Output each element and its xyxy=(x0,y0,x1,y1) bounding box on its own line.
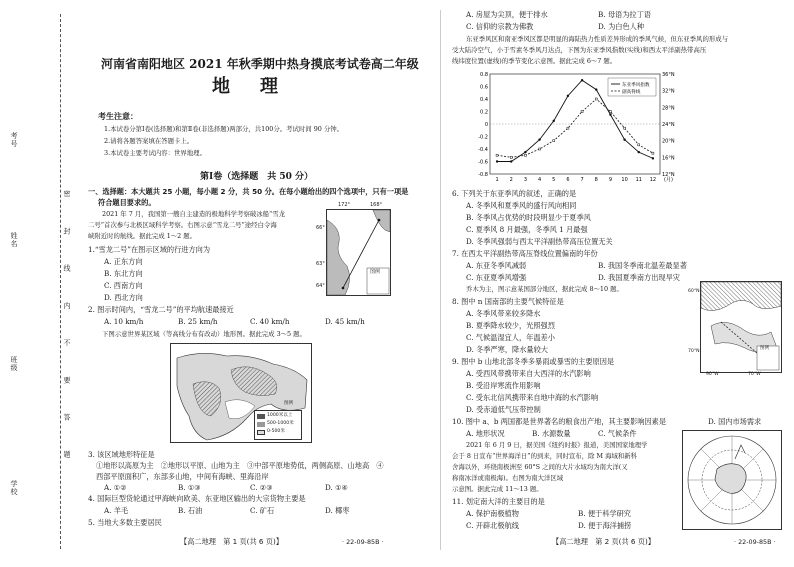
map3-label-60n: 60°N xyxy=(688,289,700,294)
chart-ytick-left: -0.8 xyxy=(478,172,488,178)
chart-xtick: 7 xyxy=(580,177,584,183)
chart-ytick-left: -0.4 xyxy=(478,147,488,153)
chart-point-monsoon-index xyxy=(609,113,611,115)
chart-ytick-right: 32°N xyxy=(662,88,675,95)
binding-seal-text: 密 封 线 内 不 要 答 题 xyxy=(63,190,71,472)
chart-xlabel: (月) xyxy=(664,177,673,183)
section1-instr-1: 一、选择题：本大题共 25 小题，每小题 2 分，共 50 分。在每小题给出的四个选项中，只有一项是 xyxy=(88,187,409,196)
chart-xtick: 12 xyxy=(649,177,657,183)
passage5-line-1: 2021 年 6 月 9 日，据美国《纽约时报》报道，美国国家地理学 xyxy=(466,441,648,449)
q1-opt-a: A. 正东方向 xyxy=(104,257,143,266)
q6-opt-a: A. 冬季风和夏季风的盛行风向相同 xyxy=(466,201,577,210)
q9-opt-c: C. 受东北信风携带来自地中海的水汽影响 xyxy=(466,393,599,402)
chart-ytick-right: 24°N xyxy=(662,122,675,128)
q2-opt-b: B. 25 km/h xyxy=(178,317,218,326)
country-region-map xyxy=(700,281,782,373)
map2-legend-swatch-3 xyxy=(257,430,265,435)
passage3-line-3: 线纬度位置(虚线)的季节变化示意图。据此完成 6～7 题。 xyxy=(452,57,617,65)
passage1-line-1: 2021 年 7 月，我国第一艘自主建造的极地科学考察破冰船“雪龙 xyxy=(102,210,286,218)
notice-item-1: 1.本试卷分第Ⅰ卷(选择题)和第Ⅱ卷(非选择题)两部分，共100分。考试时间 90 分钟。 xyxy=(104,125,344,133)
chart-ytick-right: 36°N xyxy=(662,72,675,78)
map2-legend-label: 图例 xyxy=(284,401,294,406)
q11-opt-c: C. 开辟北极航线 xyxy=(466,521,519,530)
chart-point-monsoon-index xyxy=(581,79,583,81)
map3-label-70w: 70°W xyxy=(748,372,761,377)
chart-ytick-left: -0.2 xyxy=(478,134,488,141)
chart-point-ridge-latitude xyxy=(652,152,654,154)
chart-legend-label-ridge: 副高脊线 xyxy=(622,90,641,95)
map1-label-168: 168° xyxy=(370,202,383,208)
q8-opt-d: D. 冬季严寒，降水量较大 xyxy=(466,345,548,354)
q5-opt-c: C. 信仰的宗教为佛教 xyxy=(466,22,534,31)
q1-stem: 1.“雪龙二号”在图示区域的行进方向为 xyxy=(88,245,211,254)
q6-opt-d: D. 冬季风强弱与西太平洋副热带高压位置无关 xyxy=(466,237,613,246)
chart-ytick-right: 20°N xyxy=(662,138,675,145)
chart-ytick-right: 16°N xyxy=(662,155,675,162)
q3-choice-a: A. ①② xyxy=(104,483,127,492)
chart-ytick-left: 0.8 xyxy=(480,72,488,78)
q10-opt-c: C. 气候条件 xyxy=(598,429,637,438)
q4-opt-a: A. 羊毛 xyxy=(104,506,129,515)
bering-route-map xyxy=(326,209,391,296)
chart-ytick-left: 0.6 xyxy=(480,84,488,91)
passage2: 下图示意世界某区域（等高线分布有改动）地形图。据此完成 3～5 题。 xyxy=(102,330,306,338)
map3-legend: 图例 xyxy=(760,346,770,351)
map1-label-66: 66° xyxy=(316,225,325,231)
chart-point-ridge-latitude xyxy=(524,154,526,156)
q3-choice-d: D. ①④ xyxy=(325,483,348,492)
chart-xtick: 9 xyxy=(608,177,613,183)
passage1-line-3: 峡附近时的航线。据此完成 1～2 题。 xyxy=(88,232,197,240)
q6-opt-b: B. 冬季风占优势的时段明显少于夏季风 xyxy=(466,213,591,222)
q2-stem: 2. 图示时间内，“雪龙二号”的平均航速最接近 xyxy=(88,305,234,314)
q11-opt-a: A. 保护南极植物 xyxy=(466,509,519,518)
map1-label-64: 64° xyxy=(316,283,325,289)
q5-opt-a: A. 房屋为尖顶，便于排水 xyxy=(466,10,548,19)
monsoon-chart xyxy=(468,70,688,188)
bering-route-map-drawing xyxy=(327,210,390,295)
q2-opt-c: C. 40 km/h xyxy=(250,317,290,326)
q10-stem: 10. 图中 a、b 两国都是世界著名的粮食出产地，其主要影响因素是 xyxy=(452,417,667,426)
q4-opt-d: D. 椰枣 xyxy=(325,506,350,515)
subject-title: 地 理 xyxy=(212,76,284,97)
chart-point-ridge-latitude xyxy=(581,111,583,113)
chart-xtick: 3 xyxy=(523,177,528,183)
q3-opt-line-2: 西部平原面积广，东部多山地，中间有海峡、里海沿岸 xyxy=(96,472,269,481)
chart-series-ridge-latitude xyxy=(497,99,653,157)
q1-opt-d: D. 西北方向 xyxy=(104,293,143,302)
q4-stem: 4. 国际巨型货轮通过甲海峡向欧美、东亚地区输出的大宗货物主要是 xyxy=(88,494,306,503)
q2-opt-a: A. 10 km/h xyxy=(104,317,144,326)
q7-opt-d: D. 我国夏季南方出现旱灾 xyxy=(598,273,680,282)
map2-legend-3: 0-500米 xyxy=(267,429,285,434)
country-region-map-drawing xyxy=(701,282,781,372)
q3-choice-c: C. ②③ xyxy=(250,483,273,492)
chart-point-ridge-latitude xyxy=(553,140,555,142)
passage3-line-1: 东亚季风区和南亚季风区都是明显的海陆热力性质差异形成的季风气候，但东亚季风的形成与 xyxy=(466,35,729,43)
chart-point-ridge-latitude xyxy=(624,127,626,129)
q9-stem: 9. 图中 b 山地北部冬季多暴雨或暴雪的主要原因是 xyxy=(452,357,615,366)
notice-item-3: 3.本试卷主要考试内容：世界地理。 xyxy=(104,149,206,157)
q4-opt-b: B. 石油 xyxy=(178,506,203,515)
chart-point-ridge-latitude xyxy=(539,148,541,150)
map1-legend: 图例 xyxy=(370,269,381,275)
passage4: 乔木为主，图示意某国部分地区，据此完成 8～10 题。 xyxy=(466,285,623,293)
q8-opt-b: B. 夏季降水较少，光照强烈 xyxy=(466,321,555,330)
map1-label-172: 172° xyxy=(338,202,351,208)
chart-xtick: 5 xyxy=(552,177,556,183)
q7-opt-a: A. 东亚冬季风减弱 xyxy=(466,261,527,270)
q10-opt-b: B. 水源数量 xyxy=(532,429,571,438)
q3-choice-b: B. ①③ xyxy=(178,483,201,492)
chart-point-monsoon-index xyxy=(638,151,640,153)
q8-opt-a: A. 冬季风带来较多降水 xyxy=(466,309,541,318)
chart-point-ridge-latitude xyxy=(638,144,640,146)
chart-ytick-right: 12°N xyxy=(662,172,675,178)
q5-opt-b: B. 母语为拉丁语 xyxy=(598,10,651,19)
q10-opt-d: D. 国内市场需求 xyxy=(708,417,762,426)
chart-legend-label-monsoon: 东亚季风指数 xyxy=(622,83,650,88)
chart-point-ridge-latitude xyxy=(496,154,498,156)
passage5-line-4: 称南冰洋或南极海)。右图为南大洋区域 xyxy=(452,474,564,482)
map1-label-63: 63° xyxy=(316,261,325,267)
binding-line xyxy=(60,14,61,549)
q3-stem: 3. 该区域地形特征是 xyxy=(88,450,155,459)
map2-legend-2: 500-1000米 xyxy=(267,421,294,426)
q8-stem: 8. 图中 n 国南部的主要气候特征是 xyxy=(452,297,564,306)
binding-class-label: 班级 xyxy=(10,356,18,372)
q5-stem: 5. 当地大多数主要居民 xyxy=(88,518,162,527)
map3-label-90w: 90°W xyxy=(706,372,719,377)
q7-opt-c: C. 东亚夏季风增强 xyxy=(466,273,527,282)
passage5-line-2: 会于 8 日宣布“世界海洋日”的到来，同时宣布，除 M 海域和新科 xyxy=(452,452,638,460)
q1-opt-b: B. 东北方向 xyxy=(104,269,143,278)
chart-xtick: 4 xyxy=(537,177,542,183)
chart-point-monsoon-index xyxy=(510,160,512,162)
exam-title: 河南省南阳地区 2021 年秋季期中热身摸底考试卷高二年级 xyxy=(101,57,419,71)
q11-opt-b: B. 便于科学研究 xyxy=(578,509,631,518)
chart-ytick-left: 0 xyxy=(484,122,488,128)
southern-ocean-map-drawing xyxy=(683,431,781,529)
chart-point-ridge-latitude xyxy=(510,156,512,158)
chart-xtick: 6 xyxy=(566,177,570,183)
q2-opt-d: D. 45 km/h xyxy=(325,317,365,326)
chart-xtick: 1 xyxy=(495,177,499,183)
chart-point-ridge-latitude xyxy=(595,98,597,100)
chart-point-monsoon-index xyxy=(652,157,654,159)
chart-ytick-left: 0.4 xyxy=(480,97,488,103)
passage5-line-5: 示意图。据此完成 11～13 题。 xyxy=(452,485,543,493)
chart-point-monsoon-index xyxy=(567,95,569,97)
chart-ytick-left: 0.2 xyxy=(480,109,488,116)
binding-id-label: 考号 xyxy=(10,132,18,148)
chart-point-monsoon-index xyxy=(496,160,498,162)
footer-left: 【高二地理 第 1 页(共 6 页)】 xyxy=(180,537,283,546)
chart-ytick-right: 28°N xyxy=(662,105,675,112)
map2-legend-swatch-1 xyxy=(257,414,265,419)
q5-opt-d: D. 为白色人种 xyxy=(598,22,645,31)
map2-legend-swatch-2 xyxy=(257,422,265,427)
q7-stem: 7. 在西太平洋副热带高压脊线位置偏南的年份 xyxy=(452,249,598,258)
passage5-line-3: 舍海以外，环绕南极洲至 60°S 之间的大片水域均为南大洋(又 xyxy=(452,463,628,471)
footer-right: 【高二地理 第 2 页(共 6 页)】 xyxy=(552,537,655,546)
map2-legend-1: 1000米以上 xyxy=(267,413,293,418)
passage3-line-2: 受大陆冷空气，小于雪素冬季风月达点，下图为东亚季风指数(实线)和西太平洋副热带高压 xyxy=(452,46,707,54)
chart-point-monsoon-index xyxy=(553,120,555,122)
chart-xtick: 11 xyxy=(635,177,642,183)
page-divider xyxy=(440,10,441,550)
binding-name-label: 姓名 xyxy=(10,232,18,248)
chart-point-monsoon-index xyxy=(623,138,625,140)
q7-opt-b: B. 我国冬季南北温差最显著 xyxy=(598,261,687,270)
q3-opt-line-1: ①地形以高原为主 ②地形以平原、山地为主 ③中部平原地势低，两侧高原、山地高 ④ xyxy=(96,461,384,470)
southern-ocean-map xyxy=(682,430,782,530)
q9-opt-a: A. 受西风带携带来自大西洋的水汽影响 xyxy=(466,369,591,378)
binding-school-label: 学校 xyxy=(10,480,18,496)
q11-opt-d: D. 便于海洋捕捞 xyxy=(578,521,632,530)
map3-label-70n: 70°N xyxy=(688,349,700,354)
chart-xtick: 2 xyxy=(509,177,513,183)
q11-stem: 11. 划定南大洋的主要目的是 xyxy=(452,497,545,506)
q4-opt-c: C. 矿石 xyxy=(250,506,275,515)
notice-title: 考生注意： xyxy=(98,111,138,121)
passage1-line-2: 二号”首次参与北极区域科学考察。右图示意“雪龙二号”途经白令海 xyxy=(88,221,277,229)
chart-point-monsoon-index xyxy=(595,88,597,90)
chart-ytick-left: -0.6 xyxy=(478,159,488,166)
chart-point-ridge-latitude xyxy=(567,127,569,129)
chart-xtick: 10 xyxy=(621,177,628,183)
q1-opt-c: C. 西南方向 xyxy=(104,281,143,290)
q9-opt-b: B. 受沿岸寒流作用影响 xyxy=(466,381,541,390)
section1-instr-2: 符合题目要求的。 xyxy=(98,198,156,207)
q10-opt-a: A. 地形状况 xyxy=(466,429,505,438)
chart-xtick: 8 xyxy=(594,177,598,183)
section1-title: 第Ⅰ卷（选择题 共 50 分） xyxy=(200,172,314,182)
chart-point-monsoon-index xyxy=(524,151,526,153)
footer-right-code: · 22-09-85B · xyxy=(734,538,776,546)
q8-opt-c: C. 气候温湿宜人，年温差小 xyxy=(466,333,555,342)
notice-item-2: 2.请将各题答案填在答题卡上。 xyxy=(104,137,194,145)
q6-stem: 6. 下列关于东亚季风的叙述，正确的是 xyxy=(452,189,577,198)
chart-point-ridge-latitude xyxy=(609,111,611,113)
q6-opt-c: C. 夏季风 8 月最强，冬季风 1 月最强 xyxy=(466,225,588,234)
chart-point-monsoon-index xyxy=(538,138,540,140)
footer-left-code: · 22-09-85B · xyxy=(342,538,384,546)
q9-opt-d: D. 受赤道低气压带控制 xyxy=(466,405,541,414)
